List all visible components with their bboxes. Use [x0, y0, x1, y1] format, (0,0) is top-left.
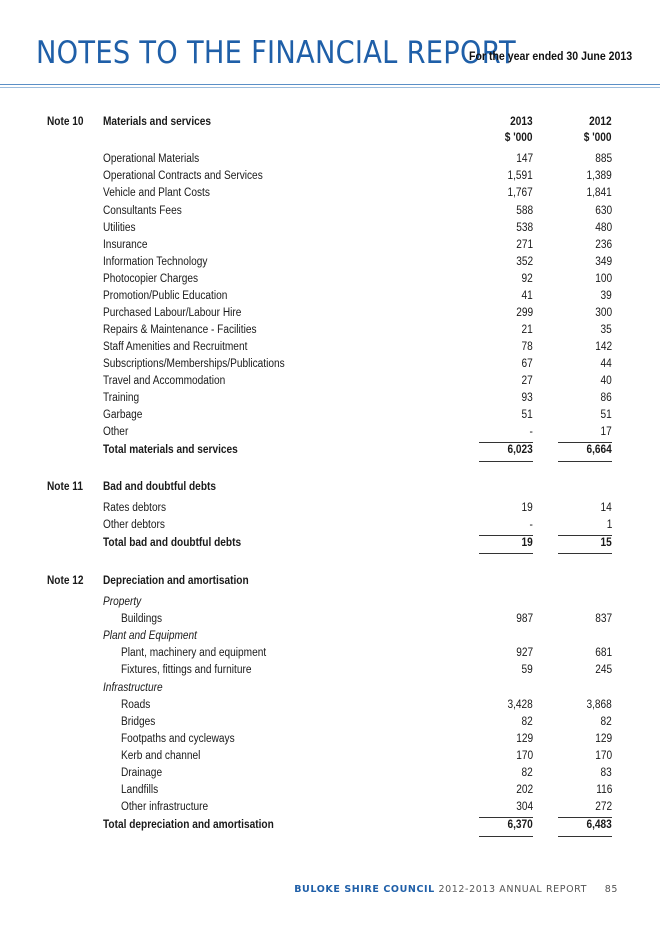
- header-divider-secondary: [0, 87, 660, 88]
- table-row: [0, 375, 660, 392]
- row-label: Travel and Accommodation: [103, 375, 226, 387]
- value-2013: 3,428: [507, 699, 533, 711]
- row-label: Plant, machinery and equipment: [121, 647, 267, 659]
- row-label: Operational Materials: [103, 153, 200, 165]
- row-label: Repairs & Maintenance - Facilities: [103, 324, 257, 336]
- value-2013: 51: [521, 409, 533, 421]
- value-2012: 170: [595, 750, 612, 762]
- note-number: Note 11: [47, 481, 84, 493]
- row-label: Other debtors: [103, 519, 165, 531]
- value-2013: 59: [521, 664, 533, 676]
- value-2013: 93: [521, 392, 533, 404]
- table-row: [0, 222, 660, 239]
- value-2012: 349: [595, 256, 612, 268]
- note-number: Note 12: [47, 575, 84, 587]
- value-2013: 1,591: [507, 170, 533, 182]
- total-line-bottom: [479, 553, 533, 554]
- row-label: Staff Amenities and Recruitment: [103, 341, 248, 353]
- group-heading-plant: [0, 630, 660, 647]
- value-2012: 129: [595, 733, 612, 745]
- row-label: Utilities: [103, 222, 136, 234]
- total-2012: 6,483: [586, 819, 612, 831]
- note-title: Depreciation and amortisation: [103, 575, 249, 587]
- page-subtitle: For the year ended 30 June 2013: [469, 49, 633, 63]
- value-2013: 82: [521, 716, 533, 728]
- table-row: [0, 733, 660, 750]
- value-2013: 78: [521, 341, 533, 353]
- table-row: [0, 324, 660, 341]
- value-2013: 271: [516, 239, 533, 251]
- row-label: Drainage: [121, 767, 163, 779]
- value-2013: 927: [516, 647, 533, 659]
- value-2012: 14: [600, 502, 612, 514]
- group-heading-infrastructure: [0, 682, 660, 699]
- total-2013: 19: [521, 537, 533, 549]
- value-2013: 82: [521, 767, 533, 779]
- value-2012: 272: [595, 801, 612, 813]
- row-label: Kerb and channel: [121, 750, 201, 762]
- table-row: [0, 205, 660, 222]
- total-2013: 6,370: [507, 819, 533, 831]
- table-row: [0, 716, 660, 733]
- table-row: [0, 750, 660, 767]
- value-2013: 299: [516, 307, 533, 319]
- value-2013: -: [529, 426, 533, 438]
- value-2012: 82: [600, 716, 612, 728]
- value-2012: 83: [600, 767, 612, 779]
- note-number: Note 10: [47, 116, 84, 128]
- row-label: Footpaths and cycleways: [121, 733, 235, 745]
- row-label: Promotion/Public Education: [103, 290, 228, 302]
- value-2013: 21: [521, 324, 533, 336]
- total-line-top: [479, 442, 533, 443]
- column-unit-2012: $ '000: [584, 132, 612, 144]
- value-2013: 19: [521, 502, 533, 514]
- row-label: Information Technology: [103, 256, 208, 268]
- table-row: [0, 341, 660, 358]
- total-line-top: [479, 817, 533, 818]
- row-label: Operational Contracts and Services: [103, 170, 263, 182]
- value-2012: 885: [595, 153, 612, 165]
- total-line-bottom: [558, 461, 612, 462]
- value-2012: 142: [595, 341, 612, 353]
- value-2013: 588: [516, 205, 533, 217]
- row-label: Photocopier Charges: [103, 273, 199, 285]
- row-label: Fixtures, fittings and furniture: [121, 664, 252, 676]
- column-unit-2013: $ '000: [505, 132, 533, 144]
- total-label: Total depreciation and amortisation: [103, 819, 274, 831]
- note-11-heading: [0, 481, 660, 498]
- row-label: Garbage: [103, 409, 143, 421]
- total-row: [0, 444, 660, 461]
- value-2013: 147: [516, 153, 533, 165]
- total-2013: 6,023: [507, 444, 533, 456]
- table-row: [0, 502, 660, 519]
- total-line-top: [558, 817, 612, 818]
- row-label: Subscriptions/Memberships/Publications: [103, 358, 285, 370]
- value-2012: 3,868: [586, 699, 612, 711]
- row-label: Other infrastructure: [121, 801, 209, 813]
- value-2013: 41: [521, 290, 533, 302]
- note-12-heading: [0, 575, 660, 592]
- value-2012: 40: [600, 375, 612, 387]
- row-label: Rates debtors: [103, 502, 167, 514]
- row-label: Bridges: [121, 716, 156, 728]
- value-2013: 67: [521, 358, 533, 370]
- note-10-heading: [0, 116, 660, 133]
- row-label: Roads: [121, 699, 151, 711]
- value-2013: 538: [516, 222, 533, 234]
- value-2013: 304: [516, 801, 533, 813]
- page-title: NOTES TO THE FINANCIAL REPORT: [36, 35, 516, 71]
- value-2012: 236: [595, 239, 612, 251]
- row-label: Training: [103, 392, 140, 404]
- table-row: [0, 358, 660, 375]
- row-label: Insurance: [103, 239, 148, 251]
- column-year-2012: 2012: [589, 116, 612, 128]
- total-line-bottom: [558, 836, 612, 837]
- row-label: Purchased Labour/Labour Hire: [103, 307, 242, 319]
- table-row: [0, 784, 660, 801]
- value-2012: 630: [595, 205, 612, 217]
- value-2012: 300: [595, 307, 612, 319]
- group-heading-property: [0, 596, 660, 613]
- row-label: Consultants Fees: [103, 205, 182, 217]
- table-row: [0, 239, 660, 256]
- group-label: Property: [103, 596, 142, 608]
- total-line-bottom: [558, 553, 612, 554]
- value-2012: 100: [595, 273, 612, 285]
- note-title: Materials and services: [103, 116, 212, 128]
- value-2012: 837: [595, 613, 612, 625]
- total-label: Total materials and services: [103, 444, 238, 456]
- table-row: [0, 256, 660, 273]
- table-row: [0, 273, 660, 290]
- table-row: [0, 699, 660, 716]
- table-row: [0, 519, 660, 536]
- value-2012: 35: [600, 324, 612, 336]
- group-label: Infrastructure: [103, 682, 163, 694]
- table-row: [0, 613, 660, 630]
- value-2013: 92: [521, 273, 533, 285]
- table-row: [0, 170, 660, 187]
- total-line-bottom: [479, 461, 533, 462]
- row-label: Buildings: [121, 613, 163, 625]
- group-label: Plant and Equipment: [103, 630, 197, 642]
- value-2012: 681: [595, 647, 612, 659]
- table-row: [0, 426, 660, 443]
- total-line-top: [479, 535, 533, 536]
- value-2013: 352: [516, 256, 533, 268]
- value-2012: 1,389: [586, 170, 612, 182]
- total-row: [0, 819, 660, 836]
- note-title: Bad and doubtful debts: [103, 481, 216, 493]
- total-line-top: [558, 442, 612, 443]
- value-2013: 27: [521, 375, 533, 387]
- value-2013: -: [529, 519, 533, 531]
- total-2012: 6,664: [586, 444, 612, 456]
- row-label: Landfills: [121, 784, 159, 796]
- value-2012: 39: [600, 290, 612, 302]
- footer-report: 2012-2013 ANNUAL REPORT: [438, 884, 588, 895]
- header-divider: [0, 84, 660, 85]
- row-label: Vehicle and Plant Costs: [103, 187, 210, 199]
- table-row: [0, 767, 660, 784]
- page-number: 85: [604, 884, 618, 895]
- total-row: [0, 537, 660, 554]
- column-units: [0, 132, 660, 149]
- table-row: [0, 392, 660, 409]
- table-row: [0, 153, 660, 170]
- value-2012: 1,841: [586, 187, 612, 199]
- value-2012: 116: [595, 784, 612, 796]
- value-2013: 202: [516, 784, 533, 796]
- value-2012: 245: [595, 664, 612, 676]
- table-row: [0, 801, 660, 818]
- value-2012: 1: [606, 519, 612, 531]
- table-row: [0, 290, 660, 307]
- total-2012: 15: [600, 537, 612, 549]
- column-year-2013: 2013: [510, 116, 533, 128]
- table-row: [0, 307, 660, 324]
- total-label: Total bad and doubtful debts: [103, 537, 242, 549]
- total-line-bottom: [479, 836, 533, 837]
- value-2013: 170: [516, 750, 533, 762]
- value-2012: 44: [600, 358, 612, 370]
- value-2012: 480: [595, 222, 612, 234]
- value-2012: 17: [600, 426, 612, 438]
- value-2013: 1,767: [507, 187, 533, 199]
- table-row: [0, 664, 660, 681]
- total-line-top: [558, 535, 612, 536]
- value-2012: 51: [600, 409, 612, 421]
- value-2013: 987: [516, 613, 533, 625]
- row-label: Other: [103, 426, 129, 438]
- table-row: [0, 647, 660, 664]
- table-row: [0, 187, 660, 204]
- page-footer: [294, 884, 618, 895]
- footer-brand: BULOKE SHIRE COUNCIL: [294, 884, 435, 895]
- table-row: [0, 409, 660, 426]
- value-2013: 129: [516, 733, 533, 745]
- value-2012: 86: [600, 392, 612, 404]
